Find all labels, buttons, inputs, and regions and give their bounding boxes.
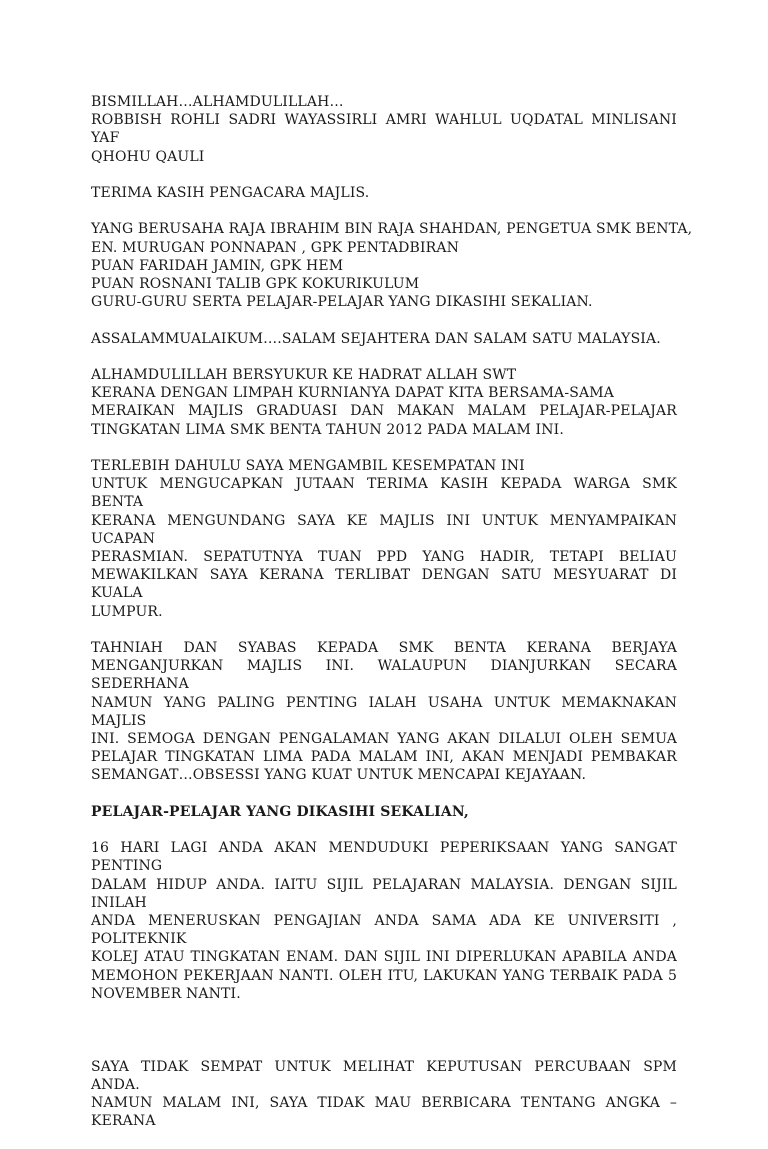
opportunity-line: KERANA MENGUNDANG SAYA KE MAJLIS INI UNTUK MENYAMPAIKAN UCAPAN [91,512,677,547]
closing-paragraph [91,1058,677,1131]
gratitude-paragraph [91,366,677,439]
congrats-line: SEMANGAT…OBSESSI YANG KUAT UNTUK MENCAPAI KEJAYAAN. [91,767,587,784]
exam-paragraph [91,839,677,1003]
opening-paragraph [91,93,677,166]
opportunity-line: PERASMIAN. SEPATUTNYA TUAN PPD YANG HADIR, TETAPI BELIAU [91,549,677,565]
closing-line: NAMUN MALAM INI, SAYA TIDAK MAU BERBICARA TENTANG ANGKA – KERANA [91,1095,677,1130]
opportunity-line: UNTUK MENGUCAPKAN JUTAAN TERIMA KASIH KEPADA WARGA SMK BENTA [91,476,677,511]
closing-line: SAYA TIDAK SEMPAT UNTUK MELIHAT KEPUTUSAN PERCUBAAN SPM ANDA. [91,1058,677,1093]
greeting-line: EN. MURUGAN PONNAPAN , GPK PENTADBIRAN [91,239,460,256]
speech-text [91,93,693,1149]
exam-line: ANDA MENERUSKAN PENGAJIAN ANDA SAMA ADA KE UNIVERSITI , POLITEKNIK [91,913,677,948]
greeting-line: PUAN FARIDAH JAMIN, GPK HEM [91,257,344,274]
exam-line: MEMOHON PEKERJAAN NANTI. OLEH ITU, LAKUKAN YANG TERBAIK PADA 5 [91,967,677,984]
opening-line: ROBBISH ROHLI SADRI WAYASSIRLI AMRI WAHLUL UQDATAL MINLISANI YAF [91,112,677,147]
exam-line: KOLEJ ATAU TINGKATAN ENAM. DAN SIJIL INI DIPERLUKAN APABILA ANDA [91,949,677,966]
exam-line: DALAM HIDUP ANDA. IAITU SIJIL PELAJARAN MALAYSIA. DENGAN SIJIL INILAH [91,876,677,911]
congrats-line: TAHNIAH DAN SYABAS KEPADA SMK BENTA KERANA BERJAYA [91,640,677,656]
thanks-line: TERIMA KASIH PENGACARA MAJLIS. [91,185,370,201]
exam-line: NOVEMBER NANTI. [91,985,241,1002]
opening-line: BISMILLAH…ALHAMDULILLAH… [91,94,344,110]
opportunity-line: MEWAKILKAN SAYA KERANA TERLIBAT DENGAN SATU MESYUARAT DI KUALA [91,567,677,602]
gratitude-line: MERAIKAN MAJLIS GRADUASI DAN MAKAN MALAM PELAJAR-PELAJAR [91,403,677,420]
congrats-line: MENGANJURKAN MAJLIS INI. WALAUPUN DIANJURKAN SECARA SEDERHANA [91,658,677,693]
salam-paragraph [91,330,677,348]
gratitude-line: TINGKATAN LIMA SMK BENTA TAHUN 2012 PADA MALAM INI. [91,421,564,438]
thanks-paragraph [91,184,677,202]
congrats-paragraph [91,639,677,785]
opportunity-paragraph [91,457,677,621]
section-heading: PELAJAR-PELAJAR YANG DIKASIHI SEKALIAN, [91,803,469,820]
gratitude-line: KERANA DENGAN LIMPAH KURNIANYA DAPAT KITA BERSAMA-SAMA [91,385,614,402]
greeting-line: PUAN ROSNANI TALIB GPK KOKURIKULUM [91,276,420,292]
blank-space [91,1021,677,1057]
congrats-line: PELAJAR TINGKATAN LIMA PADA MALAM INI, AKAN MENJADI PEMBAKAR [91,749,677,766]
exam-line: 16 HARI LAGI ANDA AKAN MENDUDUKI PEPERIKSAAN YANG SANGAT PENTING [91,840,677,875]
greeting-line: GURU-GURU SERTA PELAJAR-PELAJAR YANG DIKASIHI SEKALIAN. [91,294,593,311]
opening-line: QHOHU QAULI [91,148,205,165]
opportunity-line: TERLEBIH DAHULU SAYA MENGAMBIL KESEMPATAN INI [91,457,525,474]
congrats-line: NAMUN YANG PALING PENTING IALAH USAHA UNTUK MEMAKNAKAN MAJLIS [91,694,677,729]
congrats-line: INI. SEMOGA DENGAN PENGALAMAN YANG AKAN DILALUI OLEH SEMUA [91,731,677,748]
greetings-paragraph [91,220,693,311]
gratitude-line: ALHAMDULILLAH BERSYUKUR KE HADRAT ALLAH SWT [91,366,517,383]
opportunity-line: LUMPUR. [91,603,163,620]
greeting-line: YANG BERUSAHA RAJA IBRAHIM BIN RAJA SHAHDAN, PENGETUA SMK BENTA, [91,221,693,238]
salam-line: ASSALAMMUALAIKUM….SALAM SEJAHTERA DAN SALAM SATU MALAYSIA. [91,330,661,347]
